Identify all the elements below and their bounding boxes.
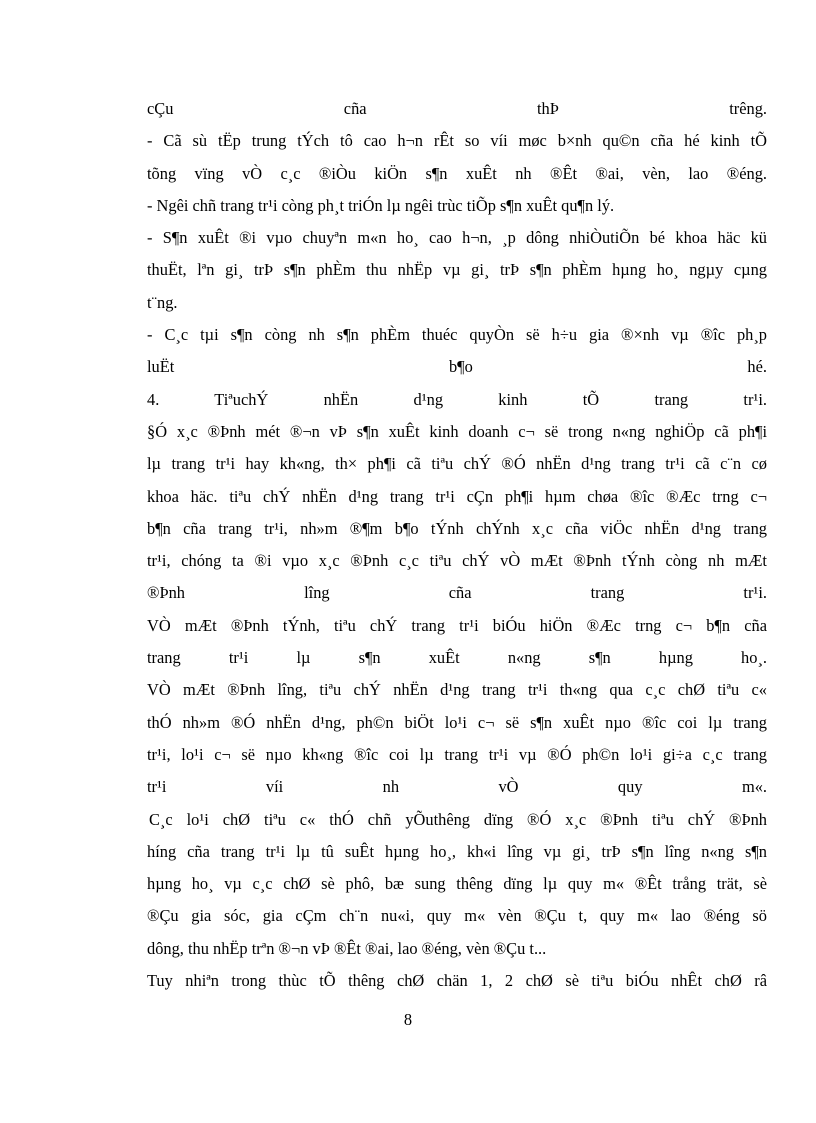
text-line: tr¹i, lo¹i c¬ së nµo kh«ng ®îc coi lµ trang tr¹i vµ ®Ó ph©n lo¹i gi÷a c¸c trang [147,744,767,764]
text-line: thÓ nh»m ®Ó nhËn d¹ng, ph©n biÖt lo¹i c¬ së s¶n xuÊt nµo ®îc coi lµ trang [147,712,767,732]
text-line: ®Þnh lîng cña trang tr¹i. [147,583,767,603]
page-number: 8 [403,1010,413,1029]
text-line: - Cã sù tËp trung tÝch tô cao h¬n rÊt so víi møc b×nh qu©n cña hé kinh tÕ [147,131,767,151]
body-text [147,93,767,997]
text-line: trang tr¹i lµ s¶n xuÊt n«ng s¶n hµng ho¸. [147,648,767,668]
text-line: ®Çu gia sóc, gia cÇm ch¨n nu«i, quy m« vèn ®Çu t, quy m« lao ®éng sö [147,906,767,926]
text-line: hµng ho¸ vµ c¸c chØ sè phô, bæ sung thêng dïng lµ quy m« ®Êt trång trät, sè [147,874,767,894]
text-line: tr¹i víi nh vÒ quy m«. [147,777,767,797]
text-line: - C¸c tµi s¶n còng nh s¶n phÈm thuéc quyÒn së h÷u gia ®×nh vµ ®îc ph¸p [147,325,767,345]
text-line: tõng vïng vÒ c¸c ®iÒu kiÖn s¶n xuÊt nh ®Êt ®ai, vèn, lao ®éng. [147,163,767,183]
section-heading: 4. TiªuchÝ nhËn d¹ng kinh tÕ trang tr¹i. [147,389,767,409]
text-line: luËt b¶o hé. [147,357,767,377]
text-line: C¸c lo¹i chØ tiªu c« thÓ chñ yÕuthêng dïng ®Ó x¸c ®Þnh tiªu chÝ ®Þnh [149,809,767,829]
text-line: - Ngêi chñ trang tr¹i còng ph¸t triÓn lµ ngêi trùc tiÕp s¶n xuÊt qu¶n lý. [147,195,615,215]
text-line: híng cña trang tr¹i lµ tû suÊt hµng ho¸, kh«i lîng vµ gi¸ trÞ s¶n lîng n«ng s¶n [147,841,767,861]
text-line: t¨ng. [147,292,178,312]
text-line: §Ó x¸c ®Þnh mét ®¬n vÞ s¶n xuÊt kinh doanh c¬ së trong n«ng nghiÖp cã ph¶i [147,421,767,441]
text-line: VÒ mÆt ®Þnh tÝnh, tiªu chÝ trang tr¹i biÓu hiÖn ®Æc trng c¬ b¶n cña [147,615,767,635]
text-line: b¶n cña trang tr¹i, nh»m ®¶m b¶o tÝnh chÝnh x¸c cña viÖc nhËn d¹ng trang [147,518,767,538]
text-line: VÒ mÆt ®Þnh lîng, tiªu chÝ nhËn d¹ng trang tr¹i th«ng qua c¸c chØ tiªu c« [147,680,767,700]
text-line: tr¹i, chóng ta ®i vµo x¸c ®Þnh c¸c tiªu chÝ vÒ mÆt ®Þnh tÝnh còng nh mÆt [147,551,767,571]
text-line: - S¶n xuÊt ®i vµo chuyªn m«n ho¸ cao h¬n, ¸p dông nhiÒutiÕn bé khoa häc kü [147,228,767,248]
text-line: dông, thu nhËp trªn ®¬n vÞ ®Êt ®ai, lao ®éng, vèn ®Çu t... [147,938,547,958]
text-line: thuËt, lªn gi¸ trÞ s¶n phÈm thu nhËp vµ gi¸ trÞ s¶n phÈm hµng ho¸ ngµy cµng [147,260,767,280]
text-line: lµ trang tr¹i hay kh«ng, th× ph¶i cã tiªu chÝ ®Ó nhËn d¹ng trang tr¹i cã c¨n cø [147,454,767,474]
text-line: Tuy nhiªn trong thùc tÕ thêng chØ chän 1, 2 chØ sè tiªu biÓu nhÊt chØ râ [147,971,767,991]
text-line: khoa häc. tiªu chÝ nhËn d¹ng trang tr¹i cÇn ph¶i hµm chøa ®îc ®Æc trng c¬ [147,486,767,506]
text-line: cÇu cña thÞ trêng. [147,99,767,118]
